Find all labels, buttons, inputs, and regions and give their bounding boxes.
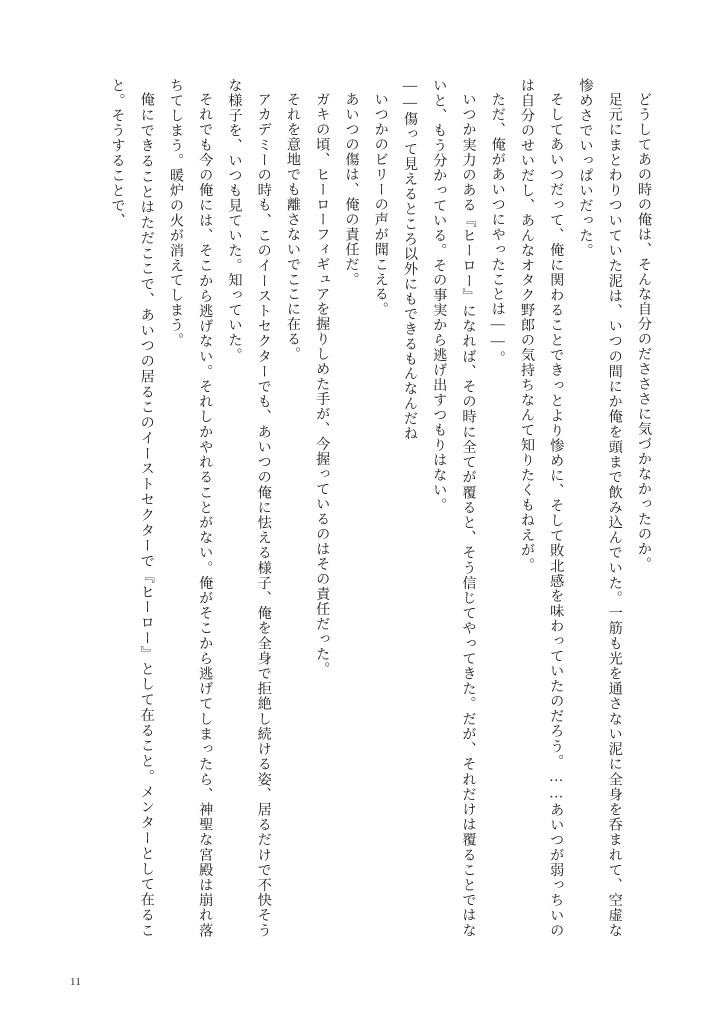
- paragraph: ただ、俺があいつにやったことは――。: [489, 92, 506, 366]
- paragraph: そしてあいつだって、俺に関わることできっとより惨めに、そして敗北感を味わっていたのだろう。……あいつが弱っちいのは自分のせいだし、あんなオタク野郎の気持ちなんて知りたくもねえが。: [519, 78, 565, 938]
- paragraph: それでも今の俺には、そこから逃げない。それしかやれることがない。俺がそこから逃げてしまったら、神聖な宮殿は崩れ落ちてしまう。暖炉の火が消えてしまう。: [168, 78, 214, 938]
- paragraph: あいつの傷は、俺の責任だ。: [343, 92, 360, 287]
- paragraph: 足元にまとわりついていた泥は、いつの間にか俺を頭まで飲み込んでいた。一筋も光を通さない泥に全身を呑まれて、空虚な惨めさでいっぱいだった。: [577, 78, 623, 938]
- paragraph: いつか実力のある『ヒーロー』になれば、その時に全てが覆ると、そう信じてやってきた。だが、それだけは覆ることではないと、もう分かっている。その事実から逃げ出すつもりはない。: [431, 78, 477, 938]
- paragraph: 俺にできることはただここで、あいつの居るこのイーストセクターで『ヒーロー』として在ること。メンターとして在ること。そうすることで、: [109, 78, 155, 938]
- paragraph: それを意地でも離さないでここに在る。: [285, 92, 301, 362]
- paragraph-dialogue: ――傷って見えるところ以外にもできるもんなんだね: [402, 78, 418, 442]
- page-number: 11: [70, 976, 82, 988]
- paragraph: どうしてあの時の俺は、そんな自分のださささに気づかなかったのか。: [636, 92, 652, 572]
- vertical-text-body: [58, 78, 658, 938]
- paragraph: アカデミーの時も、このイーストセクターでも、あいつの俺に怯える様子、俺を全身で拒絶し続ける姿、居るだけで不快そうな様子を、いつも見ていた。知っていた。: [226, 78, 272, 938]
- paragraph: いつかのビリーの声が聞こえる。: [372, 92, 389, 317]
- paragraph: ガキの頃、ヒーローフィギュアを握りしめた手が、今握っているのはその責任だった。: [314, 92, 331, 677]
